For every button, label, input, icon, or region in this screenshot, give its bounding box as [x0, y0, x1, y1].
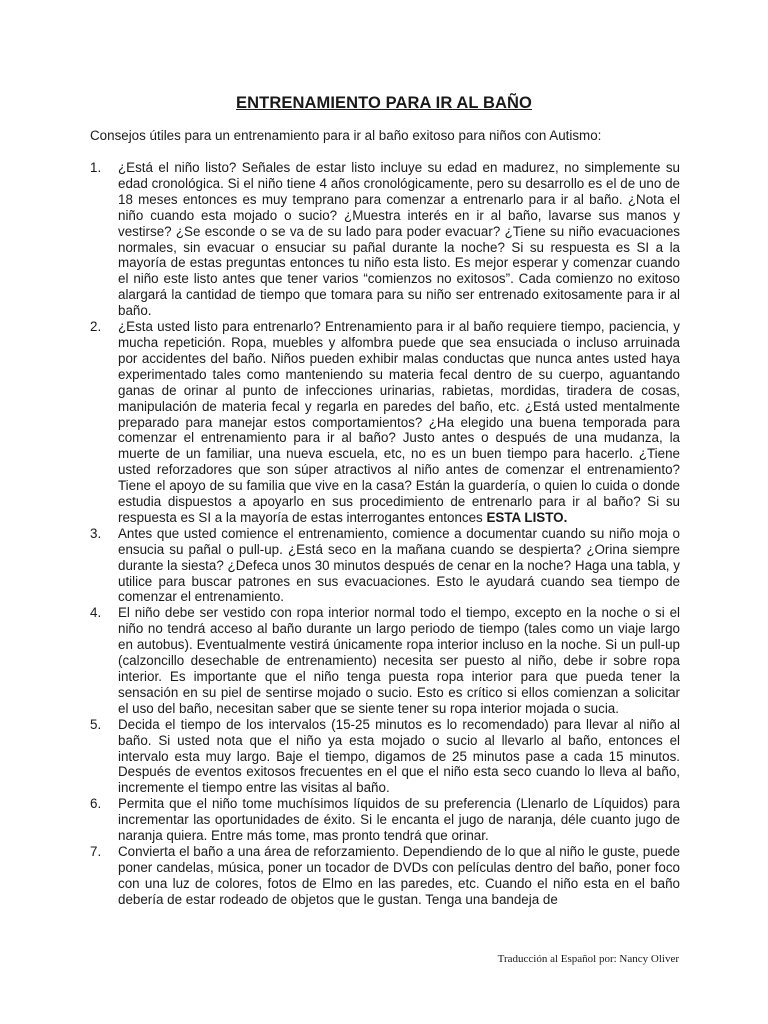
item-number: 5.	[90, 716, 102, 732]
translator-credit: Traducción al Español por: Nancy Oliver	[497, 953, 679, 965]
list-item	[90, 605, 680, 716]
item-number: 2.	[90, 319, 102, 335]
item-text: Antes que usted comience el entrenamiento, comience a documentar cuando su niño moja o ensucia su pañal o pull-up. ¿Está seco en la mañana cuando se despierta? ¿Orina siempre durante la siesta? ¿Defeca unos 30 minutos después de cenar en la noche? Haga una tabla, y utilice para buscar patrones en sus evacuaciones. Esto le ayudará cuando sea tiempo de comenzar el entrenamiento.	[118, 525, 680, 605]
item-text: ¿Esta usted listo para entrenarlo? Entrenamiento para ir al baño requiere tiempo, paciencia, y mucha repetición. Ropa, muebles y alfombra puede que sea ensuciada o incluso arruinada por accidentes del baño. Niños pueden exhibir malas conductas que nunca antes usted haya experimentado tales como manteniendo su materia fecal dentro de su cuerpo, aguantando ganas de orinar al punto de infecciones urinarias, rabietas, mordidas, tiradera de cosas, manipulación de materia fecal y regarla en paredes del baño, etc. ¿Está usted mentalmente preparado para manejar estos comportamientos? ¿Ha elegido una buena temporada para comenzar el entrenamiento para ir al baño? Justo antes o después de una mudanza, la muerte de un familiar, una nueva escuela, etc, no es un buen tiempo para hacerlo. ¿Tiene usted reforzadores que son súper atractivos al niño antes de comenzar el entrenamiento? Tiene el apoyo de su familia que vive en la casa? Están la guardería, o quien lo cuida o donde estudia dispuestos a apoyarlo en sus procedimiento de entrenarlo para ir al baño? Si su respuesta es SI a la mayoría de estas interrogantes entonces	[118, 319, 680, 525]
item-emphasis: ESTA LISTO.	[486, 509, 568, 525]
intro-text: Consejos útiles para un entrenamiento para ir al baño exitoso para niños con Autismo:	[90, 128, 602, 143]
list-item	[90, 717, 680, 797]
item-number: 3.	[90, 525, 102, 541]
item-number: 4.	[90, 605, 102, 621]
item-text: Permita que el niño tome muchísimos líquidos de su preferencia (Llenarlo de Líquidos) para incrementar las oportunidades de éxito. Si le encanta el jugo de naranja, déle cuanto jugo de naranja quiera. Entre más tome, mas pronto tendrá que orinar.	[118, 796, 680, 844]
item-text: Decida el tiempo de los intervalos (15-25 minutos es lo recomendado) para llevar al niño al baño. Si usted nota que el niño ya esta mojado o sucio al llevarlo al baño, entonces el intervalo esta muy largo. Baje el tiempo, digamos de 25 minutos pase a cada 15 minutos. Después de eventos exitosos frecuentes en el que el niño esta seco cuando lo lleva al baño, incremente el tiempo entre las visitas al baño.	[118, 716, 680, 796]
item-number: 7.	[90, 843, 102, 859]
tips-list	[90, 160, 680, 908]
list-item	[90, 844, 680, 908]
list-item	[90, 526, 680, 606]
item-number: 6.	[90, 796, 102, 812]
item-number: 1.	[90, 160, 102, 175]
list-item	[90, 796, 680, 844]
document-title: ENTRENAMIENTO PARA IR AL BAÑO	[236, 94, 532, 112]
item-text: El niño debe ser vestido con ropa interior normal todo el tiempo, excepto en la noche o si el niño no tendrá acceso al baño durante un largo periodo de tiempo (tales como un viaje largo en autobus). Eventualmente vestirá únicamente ropa interior incluso en la noche. Si un pull-up (calzoncillo desechable de entrenamiento) necesita ser puesto al niño, debe ir sobre ropa interior. Es importante que el niño tenga puesta ropa interior para que pueda tener la sensación en su piel de sentirse mojado o sucio. Esto es crítico si ellos comienzan a solicitar el uso del baño, necesitan saber que se siente tener su ropa interior mojada o sucia.	[118, 605, 680, 716]
list-item	[90, 319, 680, 526]
item-text: Convierta el baño a una área de reforzamiento. Dependiendo de lo que al niño le guste, puede poner candelas, música, poner un tocador de DVDs con películas dentro del baño, poner foco con una luz de colores, fotos de Elmo en las paredes, etc. Cuando el niño esta en el baño debería de estar rodeado de objetos que le gustan. Tenga una bandeja de	[118, 843, 680, 907]
item-text: ¿Está el niño listo? Señales de estar listo incluye su edad en madurez, no simplemente su edad cronológica. Si el niño tiene 4 años cronológicamente, pero su desarrollo es el de uno de 18 meses entonces es muy temprano para comenzar a entrenarlo para ir al baño. ¿Nota el niño cuando esta mojado o sucio? ¿Muestra interés en ir al baño, lavarse sus manos y vestirse? ¿Se esconde o se va de su lado para poder evacuar? ¿Tiene su niño evacuaciones normales, sin evacuar o ensuciar su pañal durante la noche? Si su respuesta es SI a la mayoría de estas preguntas entonces tu niño esta listo. Es mejor esperar y comenzar cuando el niño este listo antes que tener varios “comienzos no exitosos”. Cada comienzo no exitoso alargará la cantidad de tiempo que tomara para su niño ser entrenado exitosamente para ir al baño.	[118, 160, 680, 319]
list-item	[90, 160, 680, 319]
